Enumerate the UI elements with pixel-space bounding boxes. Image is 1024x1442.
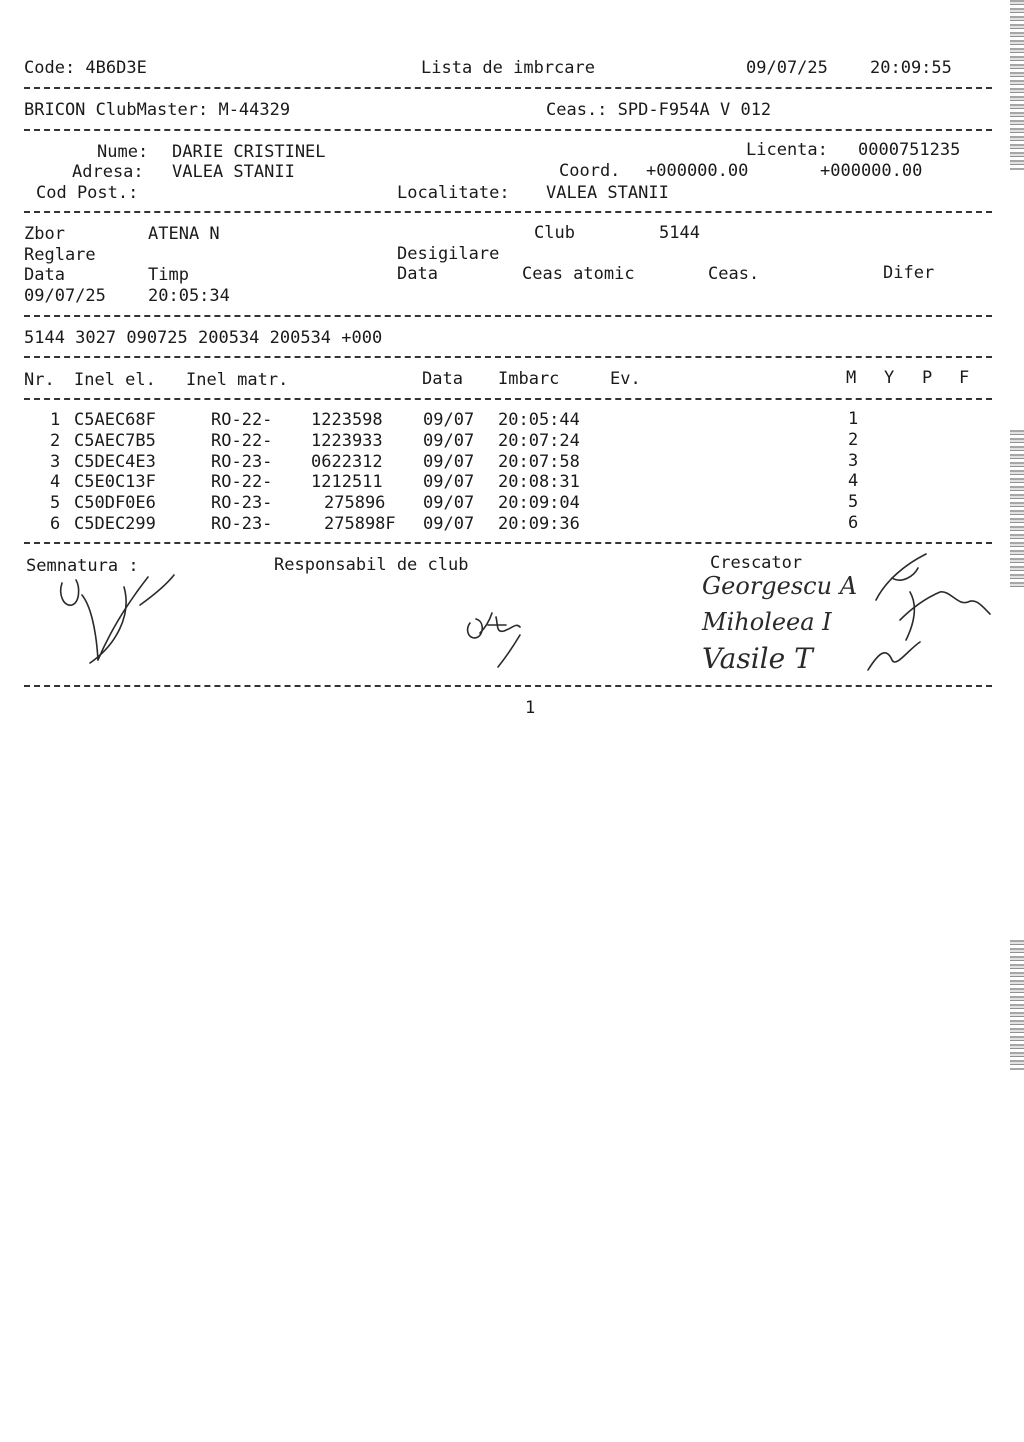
row-m: 4 xyxy=(848,471,859,491)
clock-id: Ceas.: SPD-F954A V 012 xyxy=(546,100,772,120)
row-prefix: RO-23- xyxy=(211,514,273,534)
divider xyxy=(24,211,992,213)
row-number: 0622312 xyxy=(311,452,383,472)
row-prefix: RO-22- xyxy=(211,431,273,451)
ceas-label: Ceas. xyxy=(708,264,760,284)
row-nr: 1 xyxy=(50,410,61,430)
row-nr: 3 xyxy=(50,452,61,472)
row-inel-el: C5DEC4E3 xyxy=(74,452,156,472)
col-nr: Nr. xyxy=(24,370,55,390)
row-data: 09/07 xyxy=(423,452,475,472)
row-prefix: RO-23- xyxy=(211,493,273,513)
row-imbarc: 20:08:31 xyxy=(498,472,580,492)
divider xyxy=(24,356,992,358)
row-data: 09/07 xyxy=(423,493,475,513)
scan-edge-lower xyxy=(1010,940,1024,1070)
coord-label: Coord. xyxy=(559,161,621,181)
row-m: 1 xyxy=(848,409,859,429)
row-inel-el: C5E0C13F xyxy=(74,472,156,492)
reglare-label: Reglare xyxy=(24,245,96,265)
coord-x: +000000.00 xyxy=(646,161,749,181)
summary-line: 5144 3027 090725 200534 200534 +000 xyxy=(24,328,383,348)
col-inel-el: Inel el. xyxy=(74,370,156,390)
timp-label: Timp xyxy=(148,265,189,285)
document-code: Code: 4B6D3E xyxy=(24,58,147,78)
scan-edge-middle xyxy=(1010,430,1024,590)
handwritten-name-1: Georgescu A xyxy=(702,572,858,600)
row-data: 09/07 xyxy=(423,410,475,430)
row-imbarc: 20:07:58 xyxy=(498,452,580,472)
signature-crescator xyxy=(696,550,996,680)
col-p: P xyxy=(922,368,933,388)
row-inel-el: C5DEC299 xyxy=(74,514,156,534)
row-prefix: RO-22- xyxy=(211,472,273,492)
postal-label: Cod Post.: xyxy=(36,183,139,203)
licence-number: 0000751235 xyxy=(858,140,961,160)
scan-edge-top xyxy=(1010,0,1024,170)
row-data: 09/07 xyxy=(423,472,475,492)
row-nr: 5 xyxy=(50,493,61,513)
handwritten-name-2: Miholeea I xyxy=(702,608,832,636)
row-m: 3 xyxy=(848,451,859,471)
row-imbarc: 20:05:44 xyxy=(498,410,580,430)
row-imbarc: 20:07:24 xyxy=(498,431,580,451)
row-m: 6 xyxy=(848,513,859,533)
row-number: 1223598 xyxy=(311,410,383,430)
data-label: Data xyxy=(24,265,65,285)
print-time: 20:09:55 xyxy=(870,58,952,78)
desigilare-data-label: Data xyxy=(397,264,438,284)
row-imbarc: 20:09:36 xyxy=(498,514,580,534)
row-prefix: RO-22- xyxy=(211,410,273,430)
divider xyxy=(24,315,992,317)
row-number: 1212511 xyxy=(311,472,383,492)
desigilare-label: Desigilare xyxy=(397,244,500,264)
owner-address: VALEA STANII xyxy=(172,162,295,182)
row-imbarc: 20:09:04 xyxy=(498,493,580,513)
row-nr: 4 xyxy=(50,472,61,492)
responsabil-label: Responsabil de club xyxy=(274,555,469,575)
row-number: 275896 xyxy=(324,493,386,513)
col-f: F xyxy=(959,368,970,388)
divider xyxy=(24,685,992,687)
col-m: M xyxy=(846,368,857,388)
page-number: 1 xyxy=(525,698,536,718)
signature-responsabil xyxy=(462,605,542,675)
divider xyxy=(24,542,992,544)
print-date: 09/07/25 xyxy=(746,58,828,78)
licence-label: Licenta: xyxy=(746,140,828,160)
row-data: 09/07 xyxy=(423,514,475,534)
ceas-atomic-label: Ceas atomic xyxy=(522,264,635,284)
col-y: Y xyxy=(884,368,895,388)
row-inel-el: C5AEC68F xyxy=(74,410,156,430)
col-imbarc: Imbarc xyxy=(498,369,560,389)
locality-label: Localitate: xyxy=(397,183,510,203)
coord-y: +000000.00 xyxy=(820,161,923,181)
row-m: 5 xyxy=(848,492,859,512)
flight-name: ATENA N xyxy=(148,224,220,244)
row-nr: 2 xyxy=(50,431,61,451)
owner-locality: VALEA STANII xyxy=(546,183,669,203)
handwritten-name-3: Vasile T xyxy=(702,642,813,675)
col-ev: Ev. xyxy=(610,369,641,389)
row-m: 2 xyxy=(848,430,859,450)
row-number: 1223933 xyxy=(311,431,383,451)
divider xyxy=(24,87,992,89)
row-data: 09/07 xyxy=(423,431,475,451)
name-label: Nume: xyxy=(97,142,149,162)
row-nr: 6 xyxy=(50,514,61,534)
club-label: Club xyxy=(534,223,575,243)
row-inel-el: C50DF0E6 xyxy=(74,493,156,513)
divider xyxy=(24,129,992,131)
col-inel-matr: Inel matr. xyxy=(186,370,289,390)
document-title: Lista de imbrcare xyxy=(421,58,595,78)
divider xyxy=(24,398,992,400)
difer-label: Difer xyxy=(883,263,935,283)
crescator-label: Crescator xyxy=(710,553,803,573)
reglare-time: 20:05:34 xyxy=(148,286,230,306)
row-number: 275898F xyxy=(324,514,396,534)
address-label: Adresa: xyxy=(72,162,144,182)
row-prefix: RO-23- xyxy=(211,452,273,472)
signature-semnatura xyxy=(50,565,210,675)
owner-name: DARIE CRISTINEL xyxy=(172,142,326,162)
col-data: Data xyxy=(422,369,463,389)
row-inel-el: C5AEC7B5 xyxy=(74,431,156,451)
zbor-label: Zbor xyxy=(24,224,65,244)
semnatura-label: Semnatura : xyxy=(26,556,139,576)
club-master: BRICON ClubMaster: M-44329 xyxy=(24,100,291,120)
reglare-date: 09/07/25 xyxy=(24,286,106,306)
club-number: 5144 xyxy=(659,223,700,243)
